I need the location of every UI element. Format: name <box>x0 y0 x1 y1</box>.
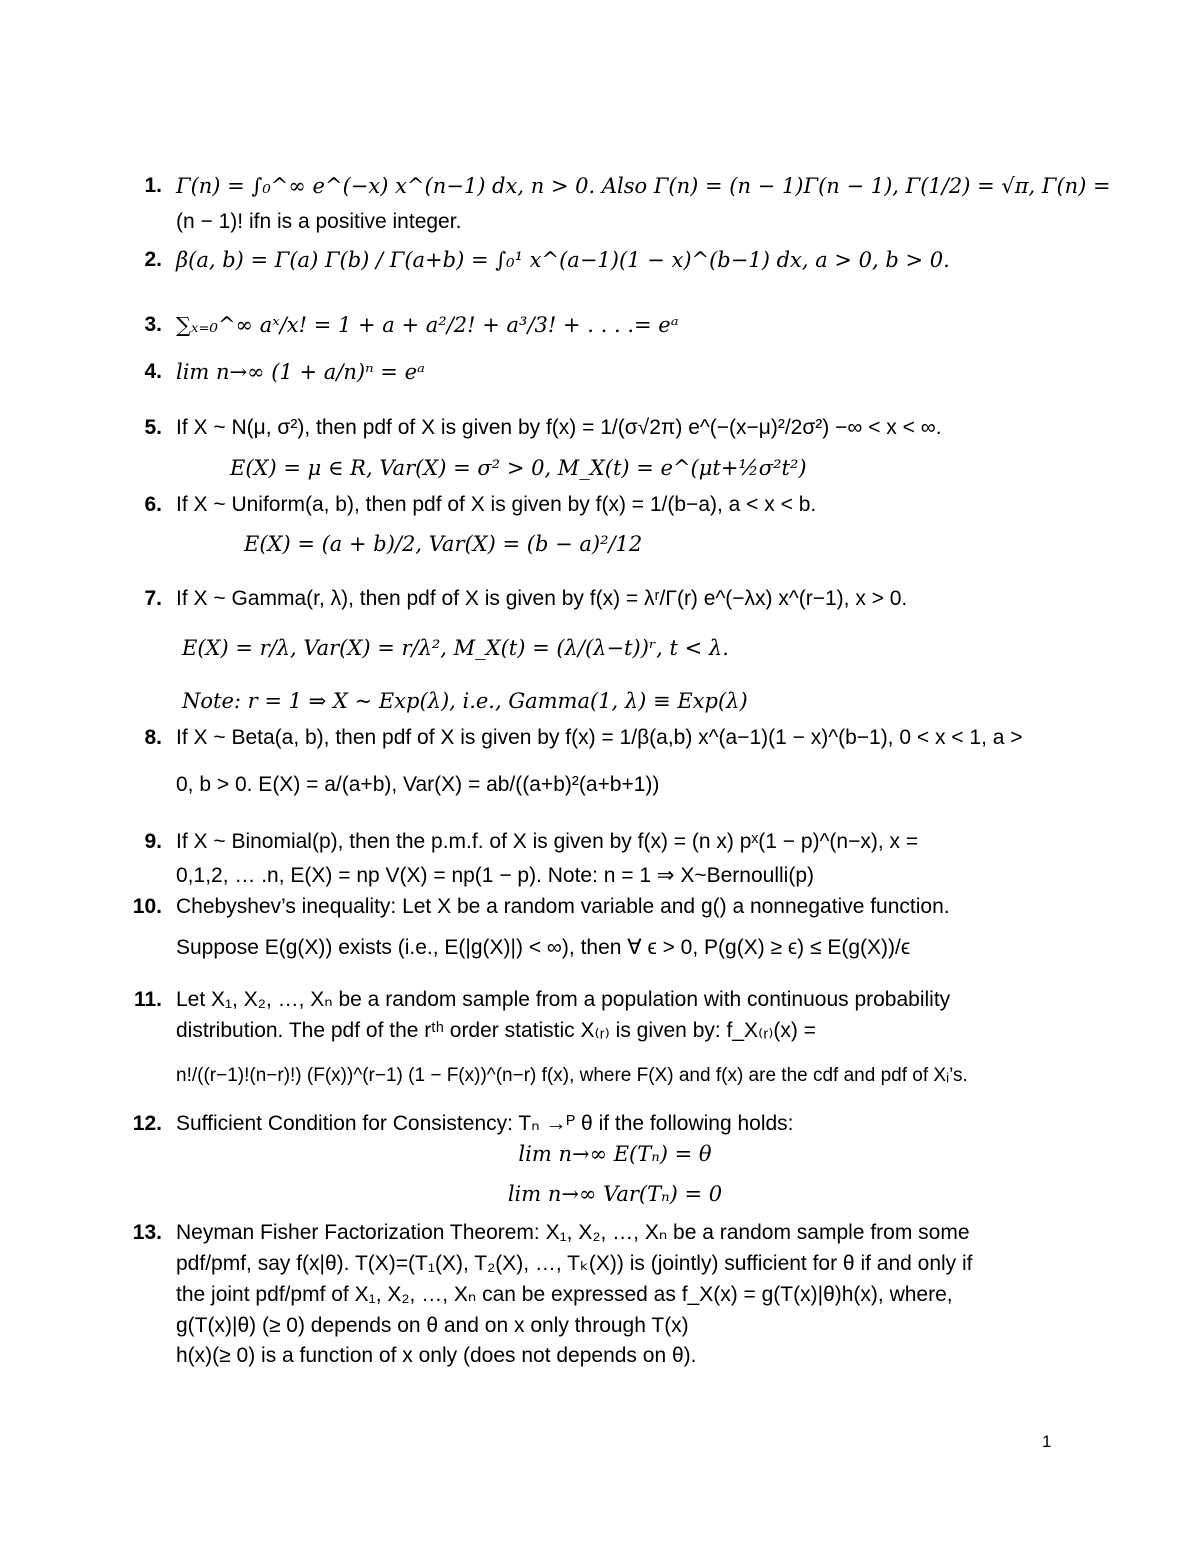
item-line: ∑ₓ₌₀^∞ aˣ/x! = 1 + a + a²/2! + a³/3! + . . . .= eᵃ <box>176 313 679 337</box>
item-line: Neyman Fisher Factorization Theorem: X₁, X₂, …, Xₙ be a random sample from some <box>176 1221 970 1244</box>
item-line: E(X) = (a + b)/2, Var(X) = (b − a)²/12 <box>244 532 643 556</box>
item-number: 5. <box>144 416 162 439</box>
item-line: If X ~ N(μ, σ²), then pdf of X is given by f(x) = 1/(σ√2π) e^(−(x−μ)²/2σ²) −∞ < x < ∞. <box>176 416 942 439</box>
item-number: 2. <box>144 248 162 271</box>
item-line: If X ~ Beta(a, b), then pdf of X is given by f(x) = 1/β(a,b) x^(a−1)(1 − x)^(b−1), 0 < x < 1, a > <box>176 726 1023 749</box>
item-line: If X ~ Gamma(r, λ), then pdf of X is given by f(x) = λʳ/Γ(r) e^(−λx) x^(r−1), x > 0. <box>176 587 908 610</box>
item-number: 7. <box>144 587 162 610</box>
item-line: 0, b > 0. E(X) = a/(a+b), Var(X) = ab/((a+b)²(a+b+1)) <box>176 773 660 796</box>
item-line: Let X₁, X₂, …, Xₙ be a random sample from a population with continuous probability <box>176 988 951 1011</box>
item-line: If X ~ Binomial(p), then the p.m.f. of X is given by f(x) = (n x) pˣ(1 − p)^(n−x), x = <box>176 830 919 853</box>
item-line: 0,1,2, … .n, E(X) = np V(X) = np(1 − p). Note: n = 1 ⇒ X~Bernoulli(p) <box>176 864 814 887</box>
item-number: 4. <box>144 360 162 383</box>
item-number: 3. <box>144 313 162 336</box>
item-number: 6. <box>144 493 162 516</box>
item-number: 11. <box>133 988 162 1011</box>
item-line: E(X) = μ ∈ R, Var(X) = σ² > 0, M_X(t) = e^(μt+½σ²t²) <box>230 456 807 480</box>
item-line: Suppose E(g(X)) exists (i.e., E(|g(X)|) < ∞), then ∀ ϵ > 0, P(g(X) ≥ ϵ) ≤ E(g(X))/ϵ <box>176 936 911 959</box>
item-line: pdf/pmf, say f(x|θ). T(X)=(T₁(X), T₂(X), …, Tₖ(X)) is (jointly) sufficient for θ if and only if <box>176 1252 973 1275</box>
item-line: distribution. The pdf of the rᵗʰ order statistic X₍ᵣ₎ is given by: f_X₍ᵣ₎(x) = <box>176 1019 816 1042</box>
item-line: Chebyshev’s inequality: Let X be a random variable and g() a nonnegative function. <box>176 895 950 918</box>
item-line: n!/((r−1)!(n−r)!) (F(x))^(r−1) (1 − F(x))^(n−r) f(x), where F(X) and f(x) are the cdf and pdf of Xᵢ’s. <box>176 1065 968 1086</box>
item-line: lim n→∞ (1 + a/n)ⁿ = eᵃ <box>176 360 425 384</box>
item-line: If X ~ Uniform(a, b), then pdf of X is given by f(x) = 1/(b−a), a < x < b. <box>176 493 817 516</box>
item-line: Note: r = 1 ⇒ X ~ Exp(λ), i.e., Gamma(1, λ) ≡ Exp(λ) <box>182 689 748 713</box>
item-line: Sufficient Condition for Consistency: Tₙ →ᴾ θ if the following holds: <box>176 1112 794 1135</box>
item-number: 1. <box>144 174 162 197</box>
centered-formula: lim n→∞ Var(Tₙ) = 0 <box>507 1182 723 1206</box>
item-line: (n − 1)! ifn is a positive integer. <box>176 210 462 233</box>
centered-formula: lim n→∞ E(Tₙ) = θ <box>518 1142 712 1166</box>
item-line: g(T(x)|θ) (≥ 0) depends on θ and on x only through T(x) <box>176 1314 689 1337</box>
item-number: 12. <box>132 1112 162 1135</box>
item-line: h(x)(≥ 0) is a function of x only (does not depends on θ). <box>176 1344 697 1367</box>
item-number: 9. <box>144 830 162 853</box>
item-number: 8. <box>144 726 162 749</box>
item-line: E(X) = r/λ, Var(X) = r/λ², M_X(t) = (λ/(λ−t))ʳ, t < λ. <box>182 636 729 660</box>
item-line: Γ(n) = ∫₀^∞ e^(−x) x^(n−1) dx, n > 0. Also Γ(n) = (n − 1)Γ(n − 1), Γ(1/2) = √π, Γ(n) = <box>176 174 1111 198</box>
item-number: 13. <box>132 1221 162 1244</box>
item-line: β(a, b) = Γ(a) Γ(b) / Γ(a+b) = ∫₀¹ x^(a−1)(1 − x)^(b−1) dx, a > 0, b > 0. <box>176 248 950 272</box>
item-line: the joint pdf/pmf of X₁, X₂, …, Xₙ can be expressed as f_X(x) = g(T(x)|θ)h(x), where, <box>176 1283 953 1306</box>
item-number: 10. <box>132 895 162 918</box>
page-number: 1 <box>1042 1432 1052 1451</box>
